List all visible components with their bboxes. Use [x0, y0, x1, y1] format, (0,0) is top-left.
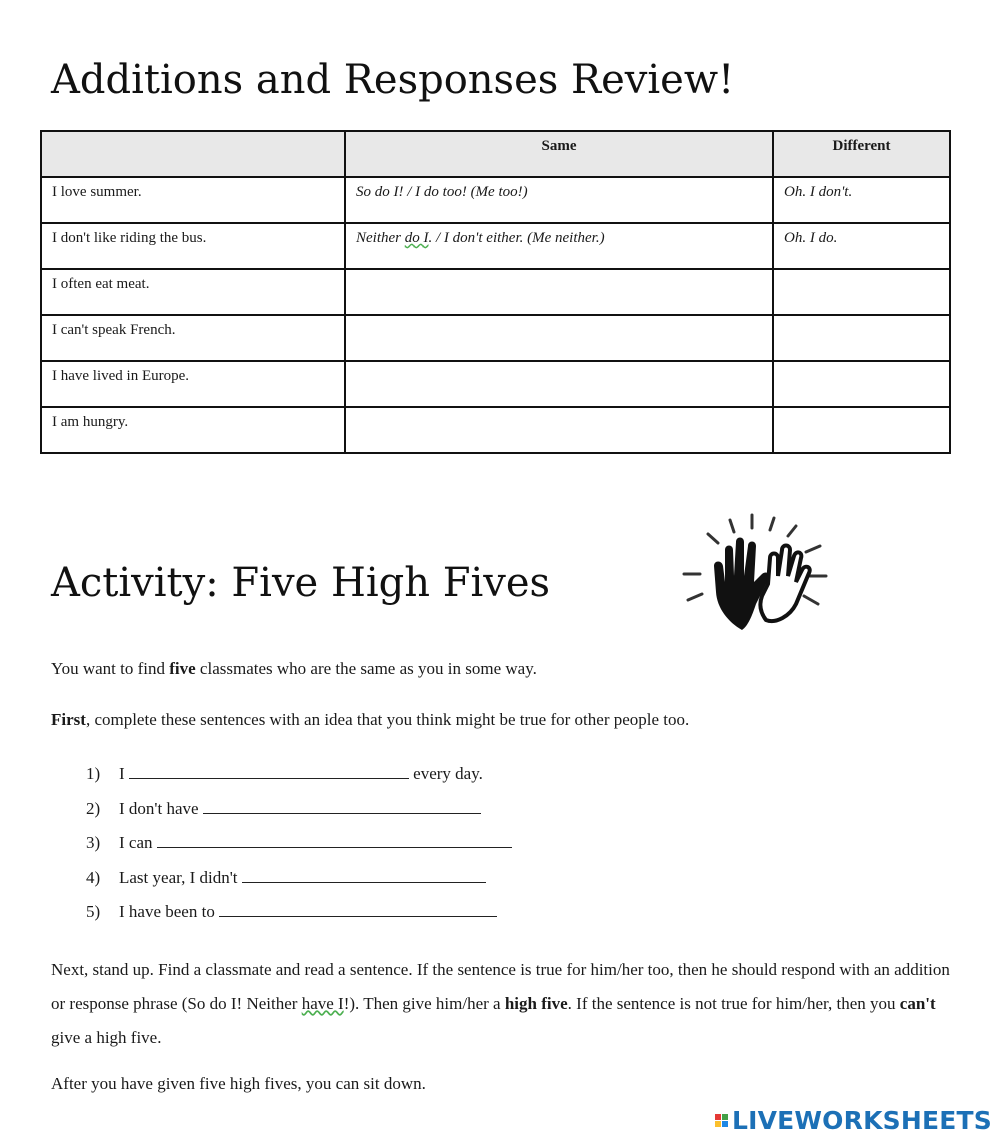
prompt-text: every day.: [408, 764, 483, 783]
intro-emphasis: five: [169, 659, 196, 678]
instruction-text: give a high five.: [51, 1028, 162, 1047]
different-response-cell[interactable]: [773, 361, 950, 407]
grammar-flag-text: have I: [301, 994, 344, 1013]
liveworksheets-logo[interactable]: [715, 1106, 992, 1134]
table-row: [41, 269, 950, 315]
different-response-cell: Oh. I do.: [773, 223, 950, 269]
instruction-text: . If the sentence is not true for him/her, then you: [567, 994, 900, 1013]
intro-text: You want to find: [51, 659, 170, 678]
same-response-cell[interactable]: [345, 407, 773, 453]
statement-cell: I don't like riding the bus.: [41, 223, 345, 269]
same-response-cell: So do I! / I do too! (Me too!): [345, 177, 773, 223]
different-response-cell[interactable]: [773, 269, 950, 315]
first-instruction: [51, 711, 689, 728]
logo-grid-icon: [715, 1114, 728, 1127]
list-item: [86, 799, 512, 834]
statement-cell: I am hungry.: [41, 407, 345, 453]
prompt-text: I: [119, 764, 129, 783]
prompt-number: 3): [86, 833, 101, 852]
header-different: Different: [773, 131, 950, 177]
table-header-row: [41, 131, 950, 177]
table-row: [41, 177, 950, 223]
logo-text: LIVEWORKSHEETS: [731, 1105, 992, 1135]
fill-in-blank[interactable]: [129, 764, 409, 779]
instruction-emphasis: high five: [504, 994, 568, 1013]
logo-square: [722, 1114, 728, 1120]
different-response-cell[interactable]: [773, 315, 950, 361]
fill-in-blank[interactable]: [157, 833, 512, 848]
statement-cell: I have lived in Europe.: [41, 361, 345, 407]
activity-title: Activity: Five High Fives: [51, 560, 551, 606]
same-response-cell[interactable]: [345, 361, 773, 407]
table-row: [41, 223, 950, 269]
logo-square: [715, 1114, 721, 1120]
table-row: [41, 315, 950, 361]
instruction-text: !). Then give him/her a: [343, 994, 505, 1013]
instruction-emphasis: can't: [899, 994, 936, 1013]
fill-in-blank[interactable]: [203, 799, 481, 814]
prompt-text: I have been to: [119, 902, 220, 921]
logo-square: [722, 1121, 728, 1127]
worksheet-title: Additions and Responses Review!: [51, 57, 735, 103]
activity-intro: [51, 660, 537, 677]
grammar-flag-text: do I: [404, 230, 429, 246]
prompt-text: I can: [119, 833, 157, 852]
table-row: [41, 361, 950, 407]
list-item: [86, 764, 512, 799]
different-response-cell: Oh. I don't.: [773, 177, 950, 223]
response-text: Neither: [356, 230, 405, 246]
same-response-cell[interactable]: [345, 269, 773, 315]
prompt-number: 4): [86, 867, 101, 887]
prompt-number: 5): [86, 902, 101, 921]
header-same: Same: [345, 131, 773, 177]
statement-cell: I often eat meat.: [41, 269, 345, 315]
header-statement: [41, 131, 345, 177]
list-item: [86, 868, 512, 903]
table-row: [41, 407, 950, 453]
statement-cell: I can't speak French.: [41, 315, 345, 361]
intro-text: classmates who are the same as you in some way.: [195, 659, 537, 678]
sentence-prompts-list: [86, 764, 512, 937]
next-instruction: [51, 953, 951, 1055]
closing-instruction: After you have given five high fives, you can sit down.: [51, 1074, 426, 1093]
fill-in-blank[interactable]: [242, 868, 486, 883]
prompt-text: Last year, I didn't: [119, 867, 242, 887]
fill-in-blank[interactable]: [219, 902, 497, 917]
different-response-cell[interactable]: [773, 407, 950, 453]
clapping-hands-icon: [672, 512, 832, 640]
instruction-text: Next, stand up. Find a classmate and read a sentence. If the sentence is true for him/her too, then he should respond with an addition or response phrase (So do I! Neither: [51, 960, 950, 1013]
prompt-text: I don't have: [119, 798, 203, 818]
list-item: [86, 833, 512, 868]
additions-responses-table: [40, 130, 951, 454]
response-text: . / I don't either. (Me neither.): [428, 230, 605, 246]
prompt-number: 1): [86, 764, 101, 783]
statement-cell: I love summer.: [41, 177, 345, 223]
list-item: [86, 902, 512, 937]
same-response-cell[interactable]: [345, 315, 773, 361]
prompt-number: 2): [86, 798, 101, 818]
same-response-cell: [345, 223, 773, 269]
logo-square: [715, 1121, 721, 1127]
first-emphasis: First: [51, 710, 86, 729]
first-text: , complete these sentences with an idea that you think might be true for other people too.: [85, 710, 690, 729]
